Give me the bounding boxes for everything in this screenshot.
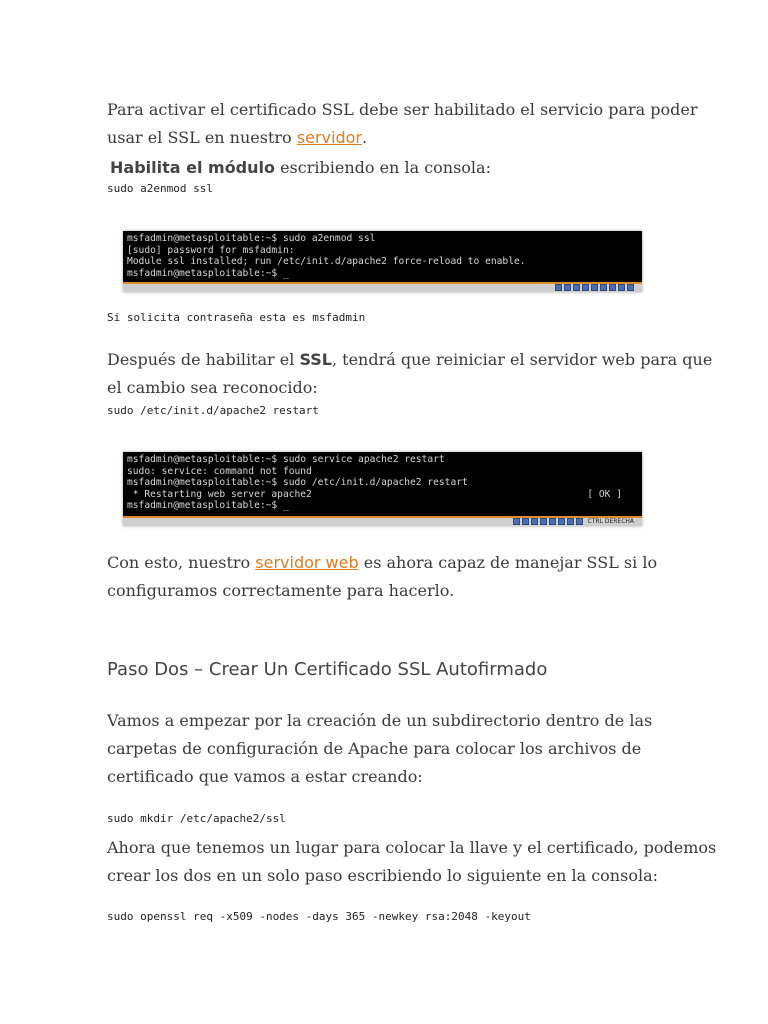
mouse-icon [576,518,583,525]
command-a2enmod: sudo a2enmod ssl [107,182,213,195]
text-line: crear los dos en un solo paso escribiendo lo siguiente en la consola: [107,866,658,885]
terminal-line: msfadmin@metasploitable:~$ _ [127,500,289,512]
cd-icon [522,518,529,525]
host-key-label: CTRL DERECHA [587,518,634,525]
text-line: el cambio sea reconocido: [107,378,318,397]
folder-icon [540,518,547,525]
camera-icon [609,284,616,291]
command-mkdir: sudo mkdir /etc/apache2/ssl [107,812,286,825]
terminal-line: Module ssl installed; run /etc/init.d/apache2 force-reload to enable. [127,256,526,268]
terminal-screenshot-restart [123,452,642,526]
cd-icon [564,284,571,291]
text-line [107,124,698,152]
terminal-line: * Restarting web server apache2 [127,488,312,500]
mouse-icon [618,284,625,291]
link-servidor[interactable]: servidor [296,128,362,147]
text-segment: es ahora capaz de manejar SSL si lo [358,553,658,572]
usb-icon [531,518,538,525]
text-segment: usar el SSL en nuestro [107,128,297,147]
terminal-output [127,233,526,279]
display-icon [600,284,607,291]
note-password: Si solicita contraseña esta es msfadmin [107,311,366,324]
text-line: certificado que vamos a estar creando: [107,767,423,786]
text-segment: . [361,128,368,147]
vm-status-icons [555,284,634,291]
paragraph-enable-module [110,154,491,182]
bold-text: Habilita el módulo [110,158,275,177]
text-line [107,346,712,374]
network-icon [591,284,598,291]
text-line: configuramos correctamente para hacerlo. [107,581,455,600]
disk-icon [513,518,520,525]
paragraph-ssl-intro [107,96,698,152]
display-icon [558,518,565,525]
usb-icon [573,284,580,291]
paragraph-conclusion [107,549,657,605]
vm-status-bar [123,516,642,526]
ok-status: [ OK ] [587,489,622,500]
disk-icon [555,284,562,291]
text-line: Ahora que tenemos un lugar para colocar la llave y el certificado, podemos [107,838,717,857]
terminal-line: msfadmin@metasploitable:~$ _ [127,267,289,279]
terminal-line: sudo: service: command not found [127,465,312,477]
terminal-screenshot-a2enmod [123,231,642,292]
link-servidor-web[interactable]: servidor web [255,553,359,572]
terminal-line: msfadmin@metasploitable:~$ sudo service apache2 restart [127,454,445,465]
paragraph-restart [107,346,712,402]
text-line: Vamos a empezar por la creación de un subdirectorio dentro de las [107,711,653,730]
text-segment: , tendrá que reiniciar el servidor web para que [331,350,713,369]
vm-status-icons [513,518,634,525]
bold-text: SSL [299,350,332,369]
keyboard-icon [627,284,634,291]
command-openssl: sudo openssl req -x509 -nodes -days 365 -newkey rsa:2048 -keyout [107,910,531,923]
terminal-line: msfadmin@metasploitable:~$ sudo a2enmod ssl [127,233,376,244]
text-line: Para activar el certificado SSL debe ser habilitado el servicio para poder [107,100,698,119]
paragraph-subdirectory [107,707,652,791]
camera-icon [567,518,574,525]
section-heading: Paso Dos – Crear Un Certificado SSL Autofirmado [107,659,548,680]
terminal-output [127,454,468,512]
terminal-line: [sudo] password for msfadmin: [127,244,295,256]
text-line: carpetas de configuración de Apache para colocar los archivos de [107,739,642,758]
vm-status-bar [123,282,642,292]
text-line [107,549,657,577]
paragraph-create-key [107,834,716,890]
folder-icon [582,284,589,291]
text-segment: Después de habilitar el [107,350,300,369]
command-restart: sudo /etc/init.d/apache2 restart [107,404,319,417]
terminal-line: msfadmin@metasploitable:~$ sudo /etc/init.d/apache2 restart [127,477,468,489]
text-segment: Con esto, nuestro [107,553,256,572]
network-icon [549,518,556,525]
text-segment: escribiendo en la consola: [275,158,491,177]
